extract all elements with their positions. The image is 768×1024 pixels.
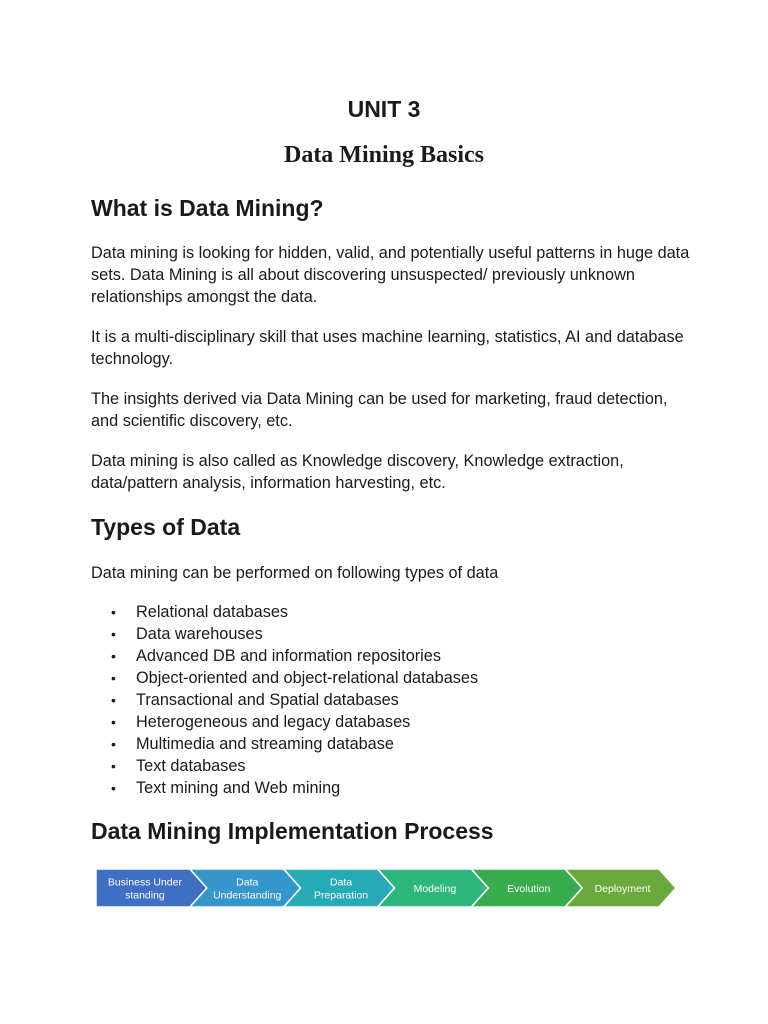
bullet-icon: • bbox=[111, 626, 116, 642]
list-item-text: Text mining and Web mining bbox=[136, 779, 341, 797]
paragraph-types-intro: Data mining can be performed on following types of data bbox=[91, 564, 499, 582]
bullet-icon: • bbox=[111, 714, 116, 730]
paragraph-definition: Data mining is looking for hidden, valid, and potentially useful patterns in huge data sets. Data Mining is all about discovering unsuspected/ previously unknown relationships amongst the data. bbox=[91, 244, 690, 306]
list-item bbox=[91, 623, 478, 645]
list-item-text: Transactional and Spatial databases bbox=[136, 691, 399, 709]
list-item bbox=[91, 755, 478, 777]
process-step-label: Evolution bbox=[507, 883, 551, 895]
list-item-text: Heterogeneous and legacy databases bbox=[136, 713, 411, 731]
list-item bbox=[91, 733, 478, 755]
bullet-icon: • bbox=[111, 780, 116, 796]
list-item bbox=[91, 689, 478, 711]
section-heading-types-of-data: Types of Data bbox=[91, 514, 241, 540]
bullet-icon: • bbox=[111, 648, 116, 664]
list-item-text: Data warehouses bbox=[136, 625, 263, 643]
list-item bbox=[91, 711, 478, 733]
list-item-text: Advanced DB and information repositories bbox=[136, 647, 441, 665]
list-item-text: Object-oriented and object-relational databases bbox=[136, 669, 479, 687]
bullet-icon: • bbox=[111, 670, 116, 686]
process-step-label: Data bbox=[329, 876, 353, 889]
bullet-icon: • bbox=[111, 604, 116, 620]
bullet-icon: • bbox=[111, 758, 116, 774]
paragraph-also-called: Data mining is also called as Knowledge discovery, Knowledge extraction, data/pattern analysis, information harvesting, etc. bbox=[91, 452, 624, 492]
list-item-text: Multimedia and streaming database bbox=[136, 735, 394, 753]
list-item bbox=[91, 645, 478, 667]
process-step-label: Preparation bbox=[313, 889, 369, 902]
list-item bbox=[91, 667, 478, 689]
process-step-label: Business Under bbox=[107, 876, 182, 889]
list-item-text: Text databases bbox=[136, 757, 246, 775]
list-item bbox=[91, 601, 478, 623]
process-step-label: Understanding bbox=[213, 889, 282, 902]
section-heading-what-is-data-mining: What is Data Mining? bbox=[91, 195, 324, 221]
bullet-icon: • bbox=[111, 692, 116, 708]
list-item-text: Relational databases bbox=[136, 603, 289, 621]
data-types-list bbox=[91, 601, 478, 799]
bullet-icon: • bbox=[111, 736, 116, 752]
unit-title: UNIT 3 bbox=[347, 96, 421, 122]
process-step-label: standing bbox=[125, 889, 165, 902]
process-flow-diagram bbox=[96, 869, 676, 907]
process-step-label: Modeling bbox=[413, 883, 457, 895]
process-flow-svg bbox=[96, 869, 676, 907]
process-step-label: Deployment bbox=[594, 883, 651, 895]
paragraph-insights: The insights derived via Data Mining can be used for marketing, fraud detection, and scientific discovery, etc. bbox=[91, 390, 668, 430]
paragraph-multidisciplinary: It is a multi-disciplinary skill that uses machine learning, statistics, AI and database technology. bbox=[91, 328, 684, 368]
process-step-label: Data bbox=[236, 876, 259, 889]
section-heading-implementation-process: Data Mining Implementation Process bbox=[91, 818, 494, 844]
document-title: Data Mining Basics bbox=[283, 142, 484, 168]
list-item bbox=[91, 777, 478, 799]
